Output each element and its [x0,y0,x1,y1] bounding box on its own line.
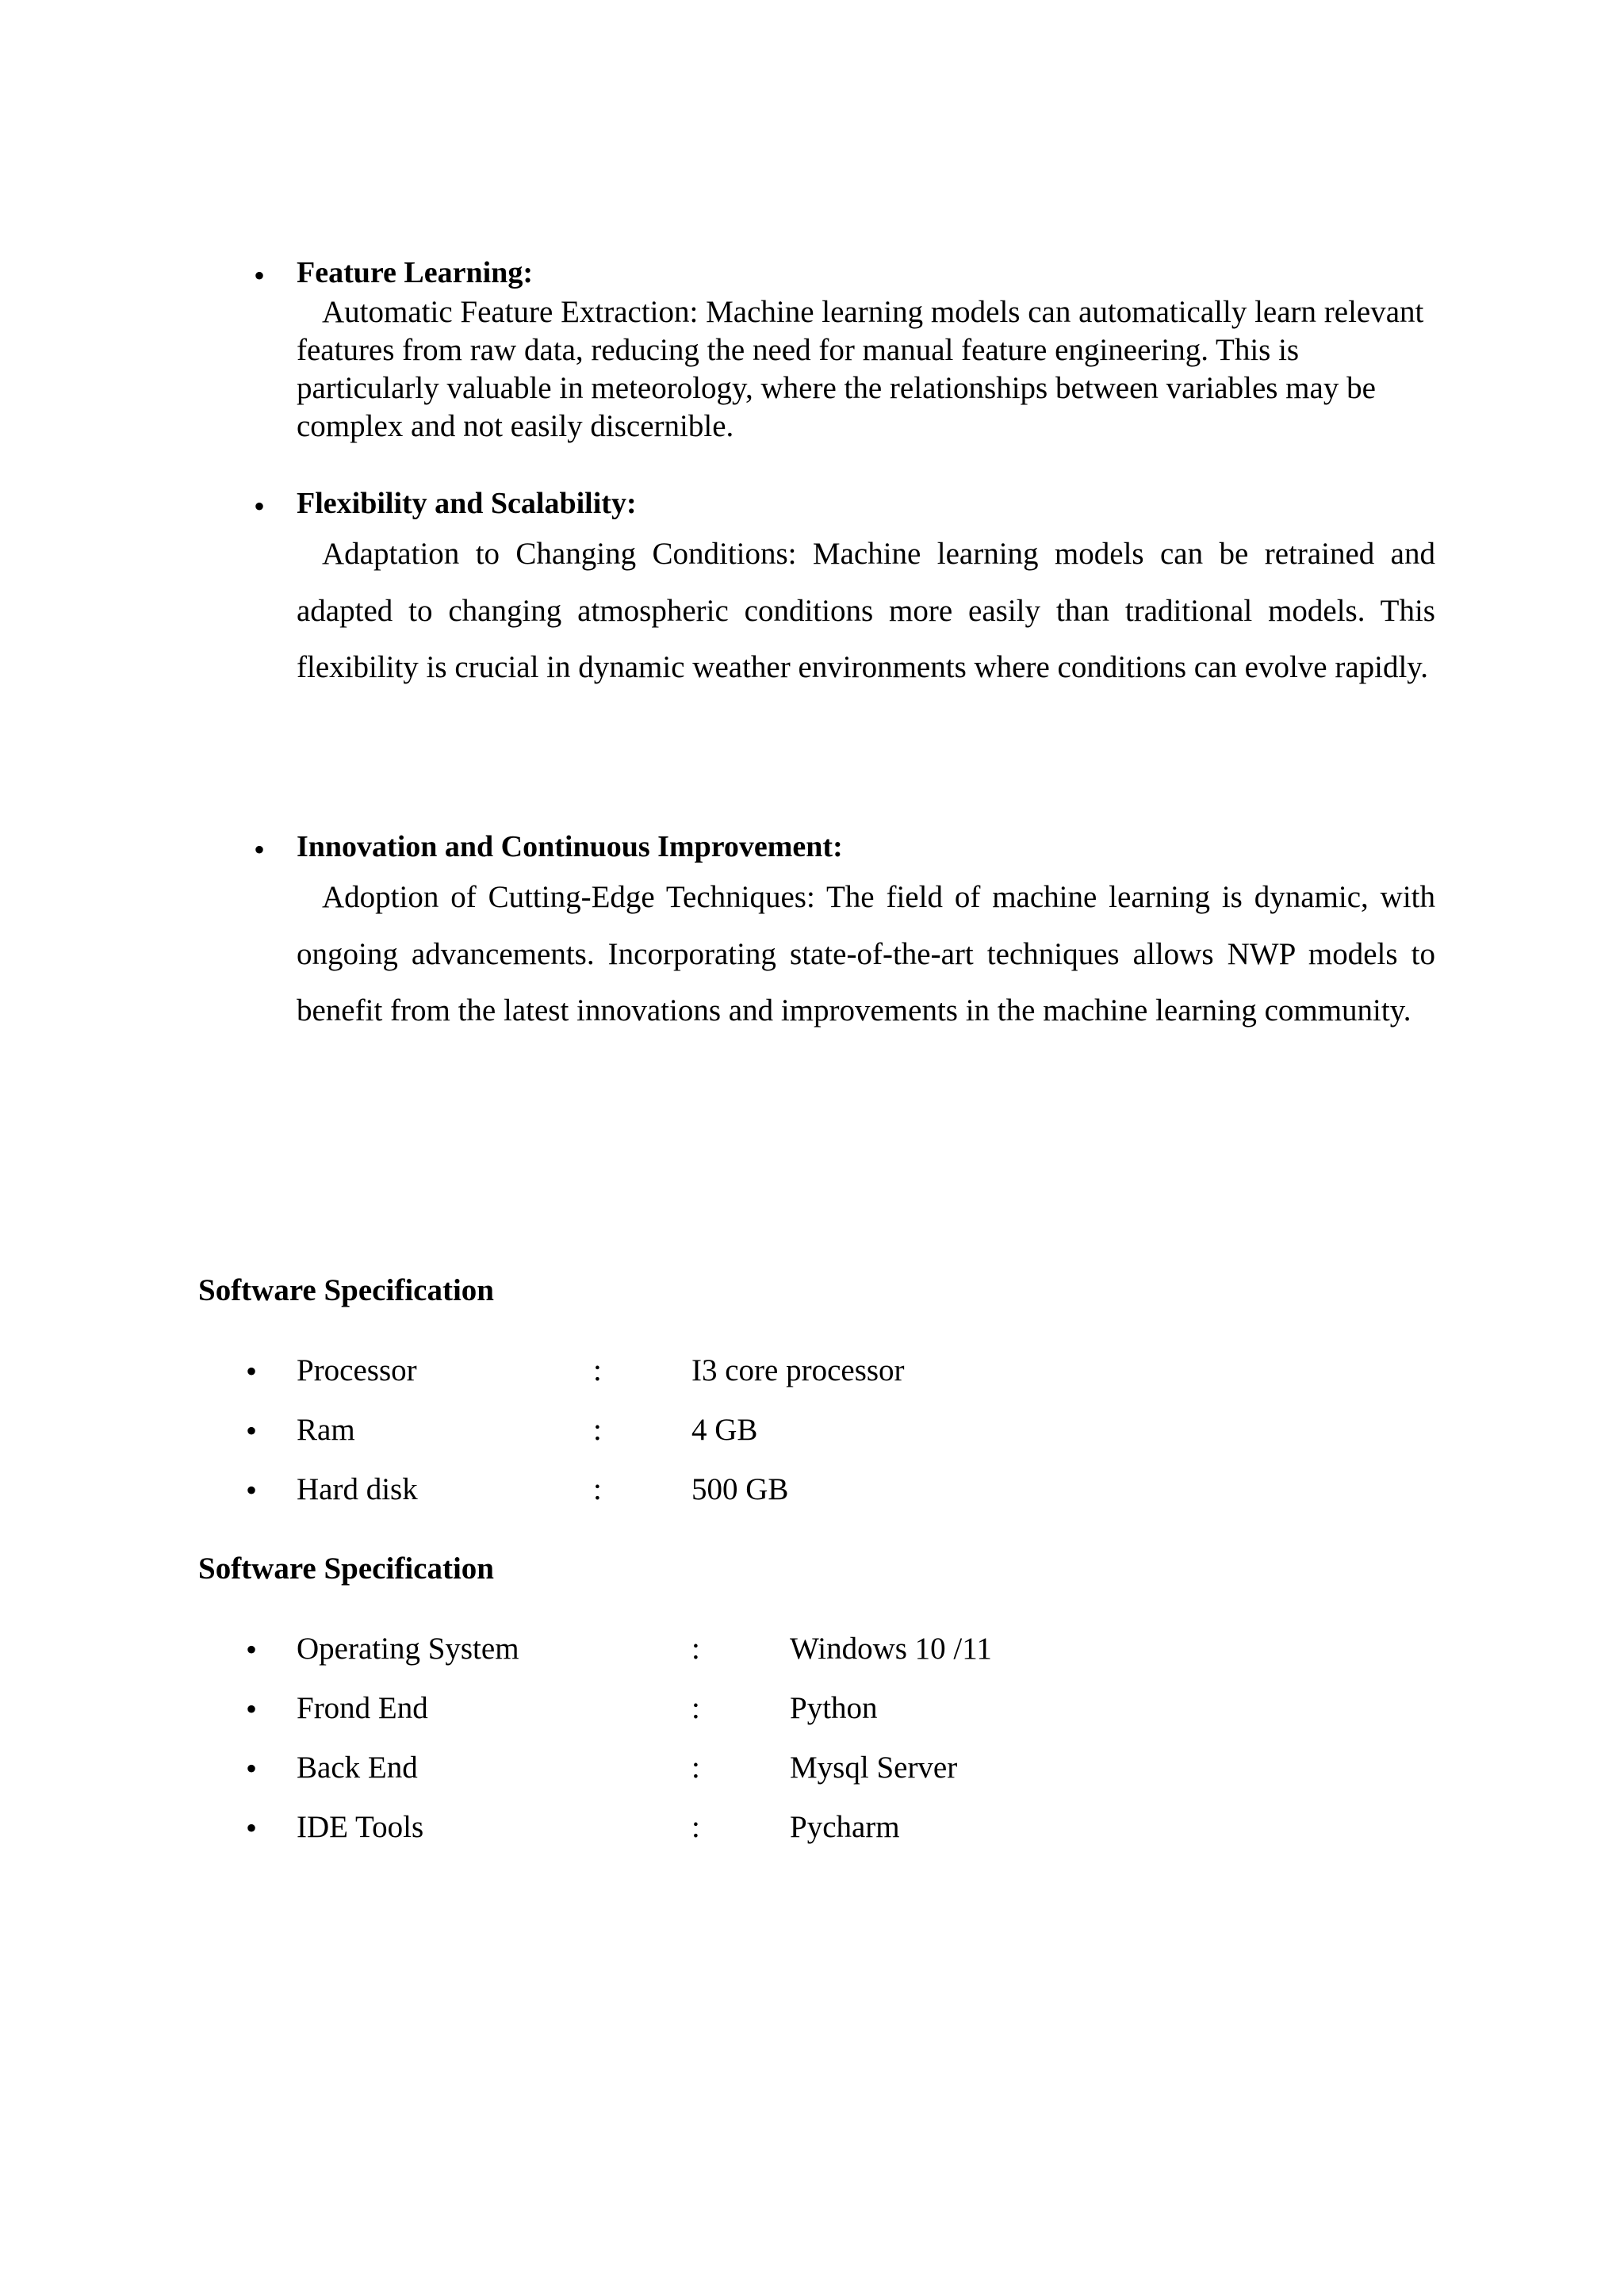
spec-value: 4 GB [691,1413,758,1447]
spec-value: Python [790,1691,878,1725]
section-heading: Innovation and Continuous Improvement: [297,830,843,863]
spec-title-hardware: Software Specification [198,1273,494,1307]
bullet-icon: • [254,258,266,293]
section-heading: Feature Learning: [297,256,533,289]
spec-label: IDE Tools [297,1810,424,1844]
bullet-icon: • [246,1810,258,1846]
spec-separator: : [691,1751,700,1785]
bullet-icon: • [246,1632,258,1667]
spec-value: Pycharm [790,1810,900,1844]
spec-label: Frond End [297,1691,428,1725]
bullet-icon: • [246,1353,258,1389]
spec-value: 500 GB [691,1472,789,1506]
bullet-icon: • [246,1751,258,1786]
spec-separator: : [593,1413,602,1447]
spec-label: Operating System [297,1632,519,1666]
spec-label: Hard disk [297,1472,418,1506]
spec-title-software: Software Specification [198,1552,494,1586]
section-paragraph: Adoption of Cutting-Edge Techniques: The field of machine learning is dynamic, with ongoing advancements. Incorporating state-of-the-art techniques allows NWP models to benefit from the latest innovations and improvements in the machine learning community. [297,880,1435,1027]
section-paragraph: Adaptation to Changing Conditions: Machine learning models can be retrained and adapted to changing atmospheric conditions more easily than traditional models. This flexibility is crucial in dynamic weather environments where conditions can evolve rapidly. [297,537,1435,684]
spec-value: I3 core processor [691,1353,905,1387]
bullet-icon: • [254,488,266,524]
bullet-icon: • [246,1413,258,1448]
spec-value: Windows 10 /11 [790,1632,992,1666]
spec-separator: : [691,1632,700,1666]
spec-separator: : [691,1691,700,1725]
spec-separator: : [691,1810,700,1844]
bullet-icon: • [246,1472,258,1508]
spec-label: Processor [297,1353,417,1387]
section-heading: Flexibility and Scalability: [297,487,637,520]
section-paragraph: Automatic Feature Extraction: Machine learning models can automatically learn relevant features from raw data, reducing the need for manual feature engineering. This is particularly valuable in meteorology, where the relationships between variables may be complex and not easily discernible. [297,295,1424,443]
spec-separator: : [593,1353,602,1387]
spec-separator: : [593,1472,602,1506]
bullet-icon: • [246,1691,258,1727]
spec-label: Back End [297,1751,418,1785]
spec-label: Ram [297,1413,355,1447]
spec-value: Mysql Server [790,1751,958,1785]
bullet-icon: • [254,832,266,867]
